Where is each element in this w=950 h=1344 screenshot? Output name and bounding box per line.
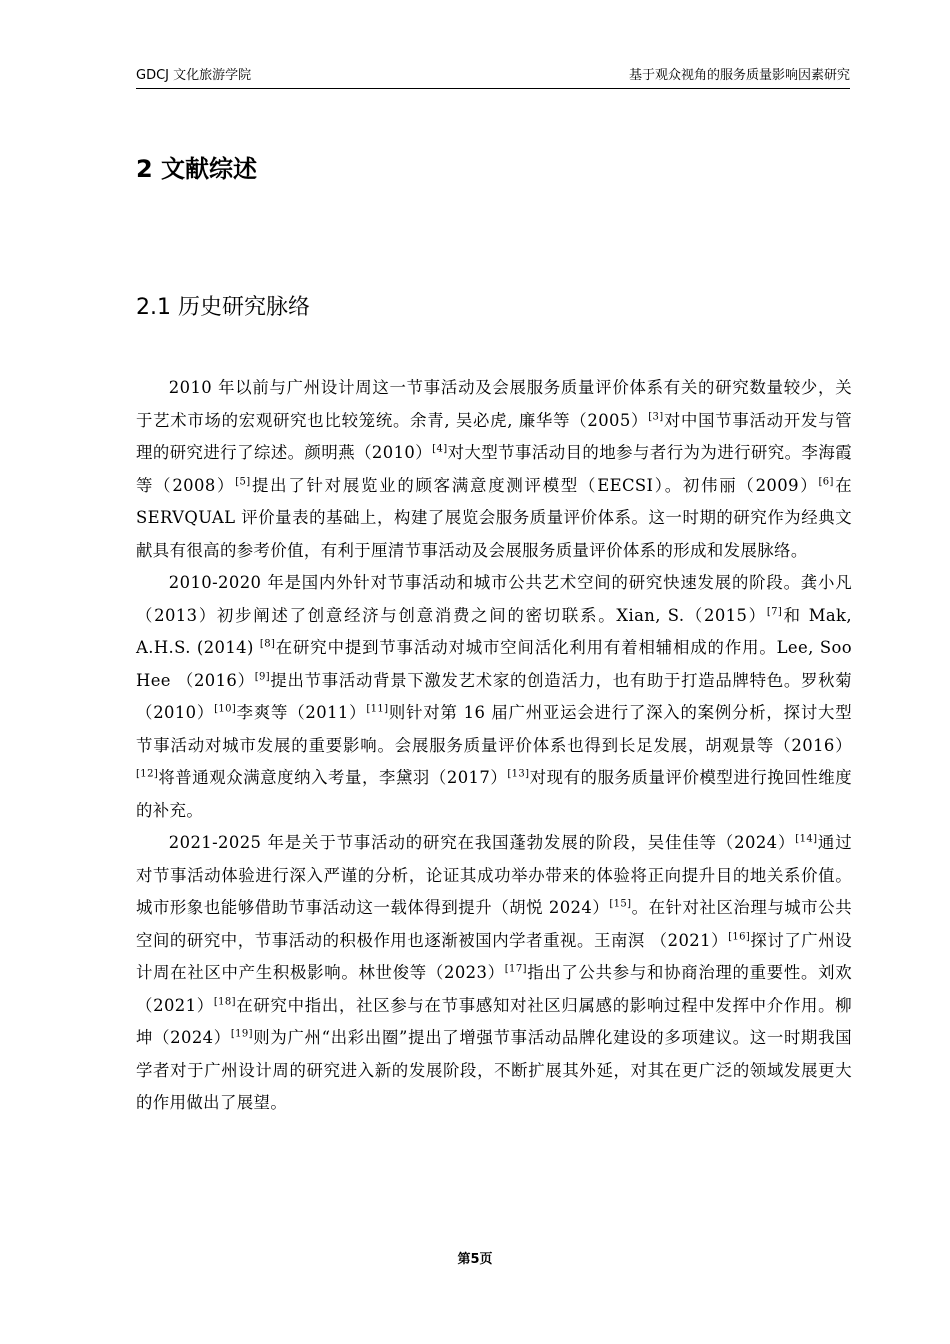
citation-ref: [19] <box>230 1028 253 1040</box>
citation-ref: [6] <box>818 476 834 488</box>
header-institution: GDCJ 文化旅游学院 <box>136 68 252 83</box>
paragraph-text: 提出节事活动背景下激发艺术家的创造活力，也有助于打造品牌特色。罗秋菊（2010） <box>136 670 852 722</box>
paragraph-text: 通过对节事活动体验进行深入严谨的分析，论证其成功举办带来的体验将正向提升目的地关系价值。城市形象也能够借助节事活动这一载体得到提升（胡悦 2024） <box>136 833 852 917</box>
paragraph-text: 对中国节事活动开发与管理的研究进行了综述。颜明燕（2010） <box>136 410 853 462</box>
paragraph-text: 2010 年以前与广州设计周这一节事活动及会展服务质量评价体系有关的研究数量较少，关于艺术市场的宏观研究也比较笼统。余青, 吴必虎, 廉华等（2005） <box>136 378 852 430</box>
citation-ref: [13] <box>507 768 530 780</box>
paragraph-text: 。在针对社区治理与城市公共空间的研究中，节事活动的积极作用也逐渐被国内学者重视。王南溟 （2021） <box>136 898 853 950</box>
paragraph-text: 在研究中指出，社区参与在节事感知对社区归属感的影响过程中发挥中介作用。柳坤（2024） <box>136 995 852 1047</box>
paragraph-text: 在 SERVQUAL 评价量表的基础上，构建了展览会服务质量评价体系。这一时期的研究作为经典文献具有很高的参考价值，有利于厘清节事活动及会展服务质量评价体系的形成和发展脉络。 <box>136 475 853 560</box>
citation-ref: [5] <box>235 476 251 488</box>
citation-ref: [4] <box>432 443 448 455</box>
paragraph-text: 探讨了广州设计周在社区中产生积极影响。林世俊等（2023） <box>136 930 852 982</box>
paragraph-text: 将普通观众满意度纳入考量，李黛羽（2017） <box>158 768 508 787</box>
citation-ref: [10] <box>214 703 237 715</box>
paragraph-text: 对现有的服务质量评价模型进行挽回性维度的补充。 <box>136 768 852 820</box>
citation-ref: [17] <box>504 963 527 975</box>
section-title: 2.1 历史研究脉络 <box>136 295 310 320</box>
citation-ref: [7] <box>766 606 783 618</box>
citation-ref: [18] <box>213 996 236 1008</box>
paragraph-text: 则针对第 16 届广州亚运会进行了深入的案例分析，探讨大型节事活动对城市发展的重要影响。会展服务质量评价体系也得到长足发展，胡观景等（2016） <box>136 703 852 755</box>
page-header <box>136 66 850 89</box>
paragraph-text: 则为广州“出彩出圈”提出了增强节事活动品牌化建设的多项建议。这一时期我国学者对于广州设计周的研究进入新的发展阶段，不断扩展其外延，对其在更广泛的领域发展更大的作用做出了展望。 <box>136 1028 852 1112</box>
citation-ref: [8] <box>259 638 276 650</box>
citation-ref: [3] <box>648 411 664 423</box>
citation-ref: [9] <box>254 671 271 683</box>
body-text <box>136 372 852 1120</box>
paragraph-text: 在研究中提到节事活动对城市空间活化利用有着相辅相成的作用。Lee, Soo Hee （2016） <box>136 638 852 690</box>
paragraph-text: 2021-2025 年是关于节事活动的研究在我国蓬勃发展的阶段，吴佳佳等（2024） <box>168 833 796 852</box>
citation-ref: [12] <box>136 768 159 780</box>
paragraph-text: 提出了针对展览业的顾客满意度测评模型（EECSI）。初伟丽（2009） <box>250 475 819 495</box>
paragraph-text: 指出了公共参与和协商治理的重要性。刘欢（2021） <box>136 963 852 1015</box>
paragraph <box>136 567 852 827</box>
header-thesis-title: 基于观众视角的服务质量影响因素研究 <box>628 68 850 83</box>
citation-ref: [11] <box>366 703 389 715</box>
paragraph-text: 2010-2020 年是国内外针对节事活动和城市公共艺术空间的研究快速发展的阶段。龚小凡（2013）初步阐述了创意经济与创意消费之间的密切联系。Xian, S.（2015） <box>136 573 852 625</box>
citation-ref: [15] <box>609 898 632 910</box>
paragraph-text: 李爽等（2011） <box>236 703 367 722</box>
paragraph-text: 和 Mak, A.H.S. (2014) <box>136 605 852 657</box>
citation-ref: [14] <box>795 833 818 845</box>
paragraph-text: 对大型节事活动目的地参与者行为为进行研究。李海霞等（2008） <box>136 443 853 495</box>
chapter-title: 2 文献综述 <box>136 155 258 183</box>
paragraph <box>136 827 852 1120</box>
citation-ref: [16] <box>728 931 751 943</box>
paragraph <box>136 372 852 567</box>
page-number: 第5页 <box>457 1252 493 1267</box>
